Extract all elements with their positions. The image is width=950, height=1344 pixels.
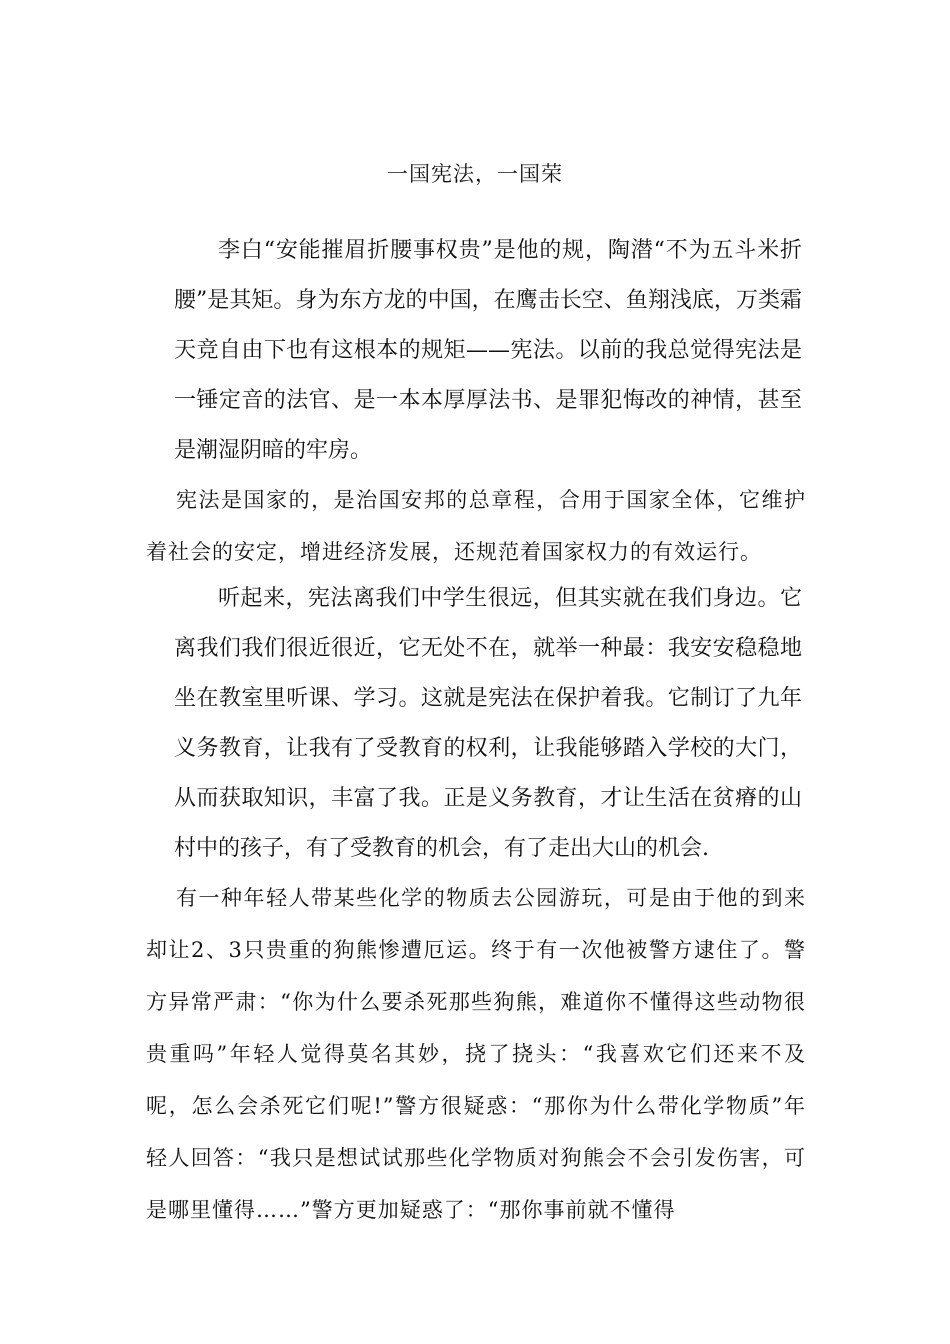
document-title: 一国宪法，一国荣: [387, 162, 563, 186]
paragraph-2: 宪法是国家的，是治国安邦的总章程，合用于国家全体，它维护着社会的安定，增进经济发展，还规范着国家权力的有效运行。: [146, 488, 806, 564]
paragraph-3: 听起来，宪法离我们中学生很远，但其实就在我们身边。它离我们我们很近很近，它无处不在，就举一种最：我安安稳稳地坐在教室里听课、学习。这就是宪法在保护着我。它制订了九年义务教育，让我有了受教育的权利，让我能够踏入学校的大门，从而获取知识，丰富了我。正是义务教育，才让生活在贫瘠的山村中的孩子，有了受教育的机会，有了走出大山的机会.: [174, 586, 802, 861]
paragraph-1: 李白“安能摧眉折腰事权贵”是他的规，陶潜“不为五斗米折腰”是其矩。身为东方龙的中国，在鹰击长空、鱼翔浅底，万类霜天竞自由下也有这根本的规矩——宪法。以前的我总觉得宪法是一锤定音的法官、是一本本厚厚法书、是罪犯悔改的神情，甚至是潮湿阴暗的牢房。: [174, 238, 802, 463]
paragraph-4: 有一种年轻人带某些化学的物质去公园游玩，可是由于他的到来却让2、3只贵重的狗熊惨遭厄运。终于有一次他被警方逮住了。警方异常严肃：“你为什么要杀死那些狗熊，难道你不懂得这些动物很贵重吗”年轻人觉得莫名其妙，挠了挠头：“我喜欢它们还来不及呢，怎么会杀死它们呢!”警方很疑惑：“那你为什么带化学物质”年轻人回答：“我只是想试试那些化学物质对狗熊会不会引发伤害，可是哪里懂得……”警方更加疑惑了：“那你事前就不懂得: [146, 886, 806, 1222]
